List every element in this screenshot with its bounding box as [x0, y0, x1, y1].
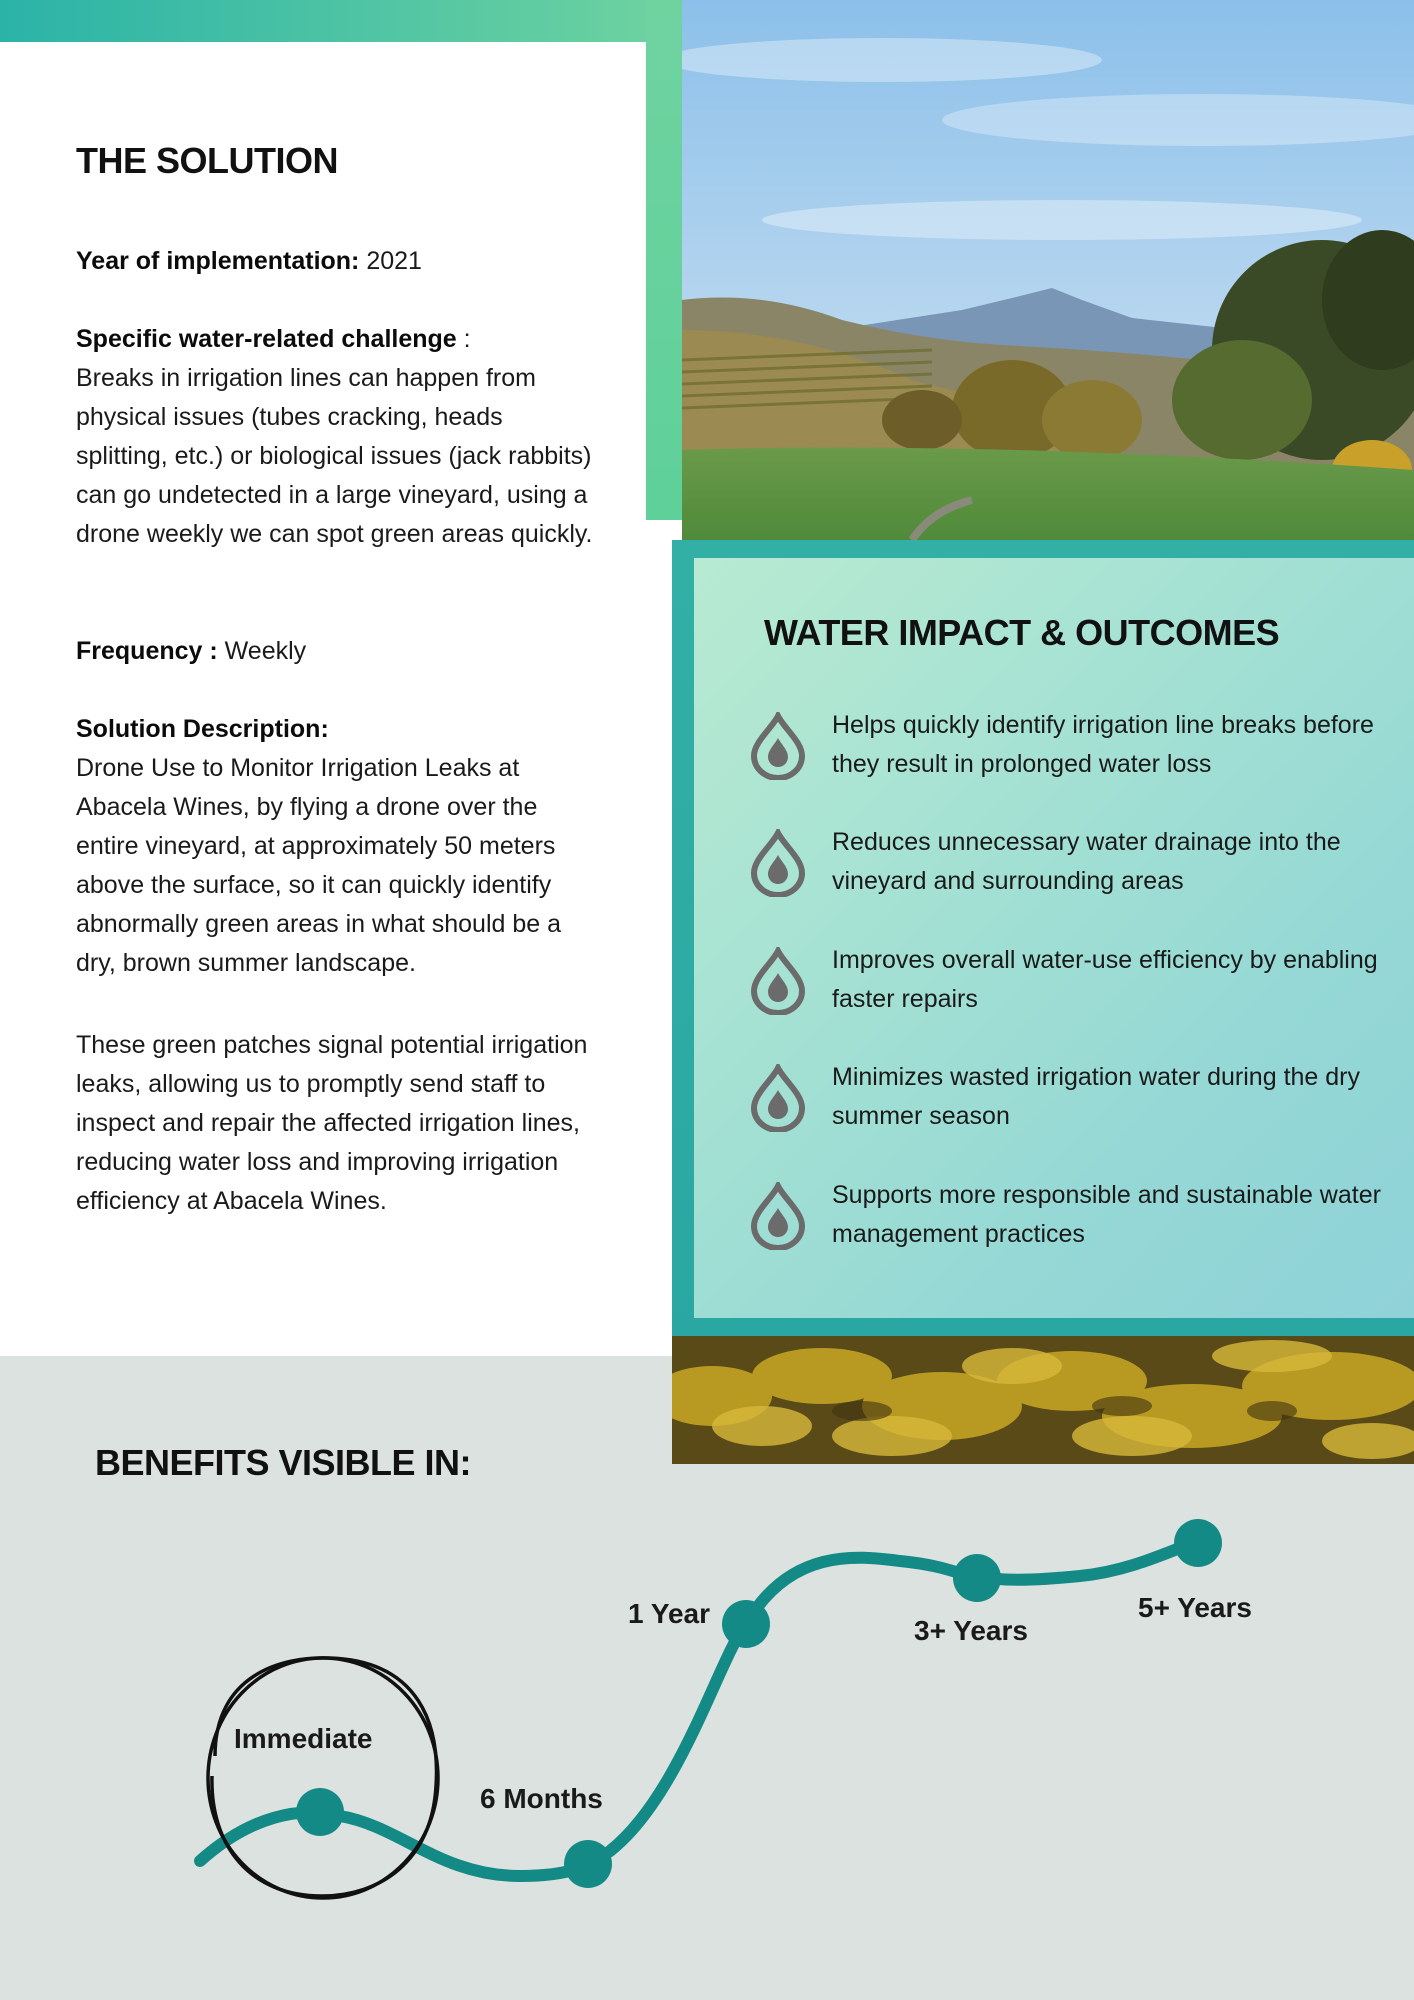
water-drop-icon [750, 712, 806, 780]
description-block-2 [76, 1026, 596, 1221]
impact-title: WATER IMPACT & OUTCOMES [764, 612, 1280, 653]
description-label: Solution Description: [76, 715, 329, 743]
solution-title: THE SOLUTION [76, 140, 338, 181]
year-of-implementation [76, 242, 596, 281]
timeline-dot-immediate [296, 1788, 344, 1836]
timeline-curve [200, 1541, 1198, 1876]
top-accent-band [0, 0, 682, 42]
benefits-title: BENEFITS VISIBLE IN: [95, 1442, 472, 1483]
frequency-value: Weekly [217, 637, 307, 665]
impact-item [750, 823, 1390, 903]
timeline-dot-5-years [1174, 1519, 1222, 1567]
impact-item [750, 1176, 1390, 1256]
water-drop-icon [750, 1064, 806, 1132]
timeline-dot-1-year [722, 1600, 770, 1648]
timeline-label-3-years: 3+ Years [914, 1615, 1028, 1646]
description-block [76, 710, 596, 983]
challenge-block [76, 320, 596, 554]
year-value: 2021 [359, 247, 422, 275]
timeline-label-1-year: 1 Year [628, 1598, 711, 1629]
water-drop-icon [750, 829, 806, 897]
vineyard-landscape-photo [682, 0, 1414, 540]
impact-item [750, 1058, 1390, 1138]
description-text-2: These green patches signal potential irrigation leaks, allowing us to promptly send staff to inspect and repair the affected irrigation lines, reducing water loss and improving irrigation efficiency at Abacela Wines. [76, 1031, 588, 1215]
impact-item-text: Supports more responsible and sustainable water management practices [832, 1181, 1381, 1248]
impact-item [750, 706, 1390, 786]
impact-item-text: Improves overall water-use efficiency by enabling faster repairs [832, 946, 1378, 1013]
water-drop-icon [750, 1182, 806, 1250]
benefits-timeline [0, 1356, 1414, 2000]
water-drop-icon [750, 947, 806, 1015]
timeline-label-immediate: Immediate [234, 1723, 373, 1754]
selection-circle [208, 1658, 438, 1898]
impact-item-text: Helps quickly identify irrigation line breaks before they result in prolonged water loss [832, 711, 1374, 778]
frequency-label: Frequency : [76, 637, 218, 665]
description-text: Drone Use to Monitor Irrigation Leaks at Abacela Wines, by flying a drone over the entire vineyard, at approximately 50 meters above the surface, so it can quickly identify abnormally green areas in what should be a dry, brown summer landscape. [76, 754, 562, 977]
impact-item [750, 941, 1390, 1021]
timeline-label-6-months: 6 Months [480, 1783, 603, 1814]
timeline-dot-3-years [953, 1554, 1001, 1602]
challenge-text: Breaks in irrigation lines can happen from physical issues (tubes cracking, heads splitting, etc.) or biological issues (jack rabbits) can go undetected in a large vineyard, using a drone weekly we can spot green areas quickly. [76, 364, 593, 548]
timeline-label-5-years: 5+ Years [1138, 1592, 1252, 1623]
challenge-colon: : [456, 325, 471, 353]
frequency [76, 632, 596, 671]
year-label: Year of implementation: [76, 247, 360, 275]
challenge-label: Specific water-related challenge [76, 325, 457, 353]
vertical-accent-bar [646, 0, 682, 520]
timeline-dot-6-months [564, 1840, 612, 1888]
impact-item-text: Minimizes wasted irrigation water during the dry summer season [832, 1063, 1360, 1130]
impact-item-text: Reduces unnecessary water drainage into the vineyard and surrounding areas [832, 828, 1341, 895]
